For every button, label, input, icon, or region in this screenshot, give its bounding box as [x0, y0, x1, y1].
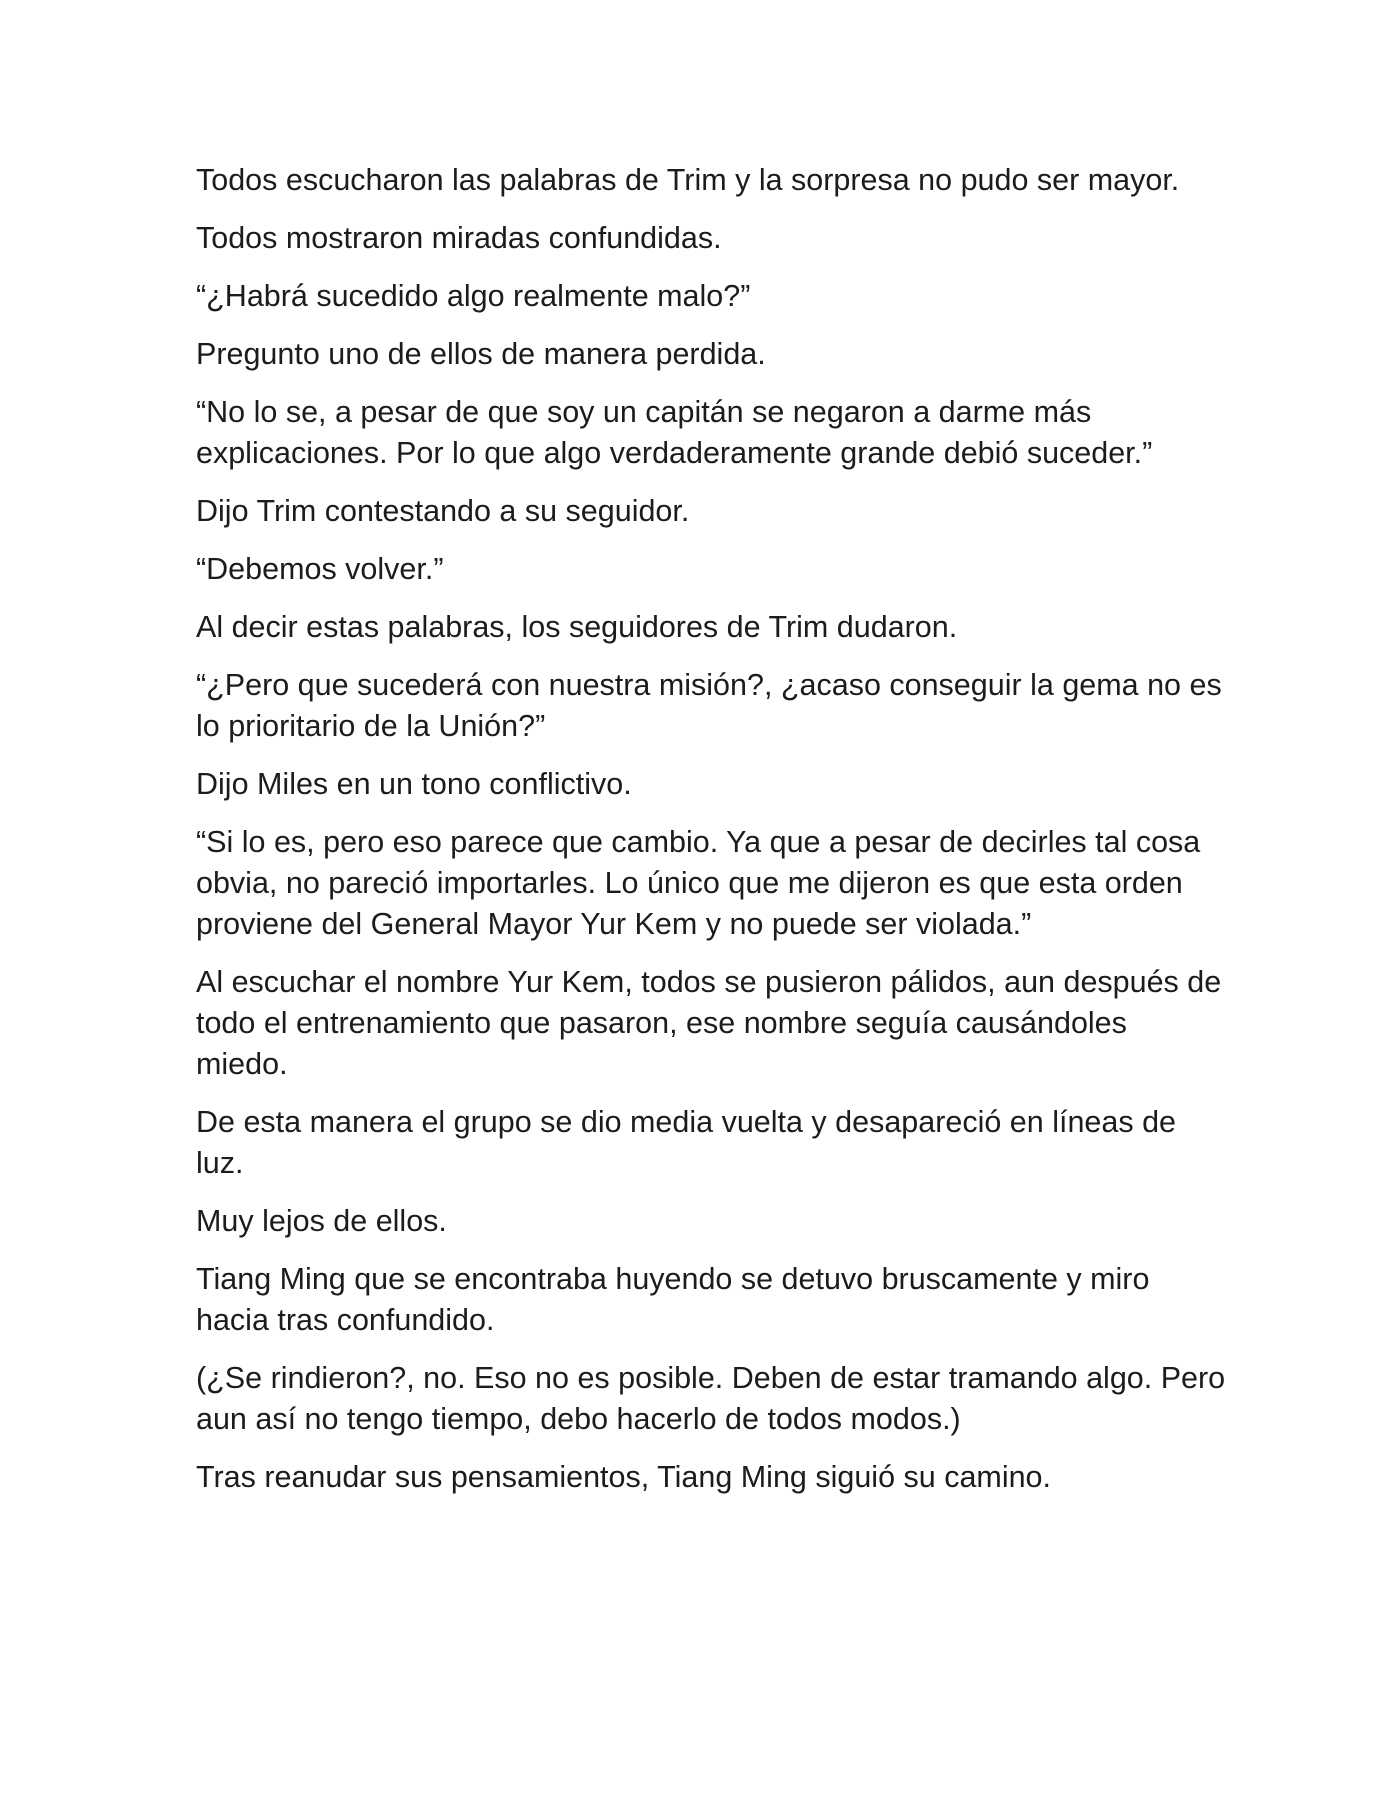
paragraph: Muy lejos de ellos. — [196, 1204, 447, 1238]
paragraph: De esta manera el grupo se dio media vuelta y desapareció en líneas de luz. — [196, 1105, 1176, 1180]
paragraph: Tras reanudar sus pensamientos, Tiang Ming siguió su camino. — [196, 1460, 1051, 1494]
paragraph: Al escuchar el nombre Yur Kem, todos se pusieron pálidos, aun después de todo el entrenamiento que pasaron, ese nombre seguía causándoles miedo. — [196, 965, 1222, 1081]
document-body — [196, 160, 1226, 1515]
paragraph: Al decir estas palabras, los seguidores de Trim dudaron. — [196, 610, 958, 644]
paragraph: “¿Pero que sucederá con nuestra misión?, ¿acaso conseguir la gema no es lo prioritario de la Unión?” — [196, 668, 1222, 743]
paragraph: “Si lo es, pero eso parece que cambio. Ya que a pesar de decirles tal cosa obvia, no pareció importarles. Lo único que me dijeron es que esta orden proviene del General Mayor Yur Kem y no puede ser violada.” — [196, 825, 1201, 941]
paragraph: Dijo Trim contestando a su seguidor. — [196, 494, 690, 528]
paragraph: Dijo Miles en un tono conflictivo. — [196, 767, 632, 801]
paragraph: Todos mostraron miradas confundidas. — [196, 221, 722, 255]
paragraph: Pregunto uno de ellos de manera perdida. — [196, 337, 766, 371]
paragraph: “Debemos volver.” — [196, 552, 444, 586]
paragraph: Tiang Ming que se encontraba huyendo se detuvo bruscamente y miro hacia tras confundido. — [196, 1262, 1150, 1337]
paragraph: “No lo se, a pesar de que soy un capitán se negaron a darme más explicaciones. Por lo que algo verdaderamente grande debió suceder.” — [196, 395, 1153, 470]
paragraph: (¿Se rindieron?, no. Eso no es posible. Deben de estar tramando algo. Pero aun así no tengo tiempo, debo hacerlo de todos modos.) — [196, 1361, 1226, 1436]
paragraph: Todos escucharon las palabras de Trim y la sorpresa no pudo ser mayor. — [196, 163, 1180, 197]
paragraph: “¿Habrá sucedido algo realmente malo?” — [196, 279, 751, 313]
